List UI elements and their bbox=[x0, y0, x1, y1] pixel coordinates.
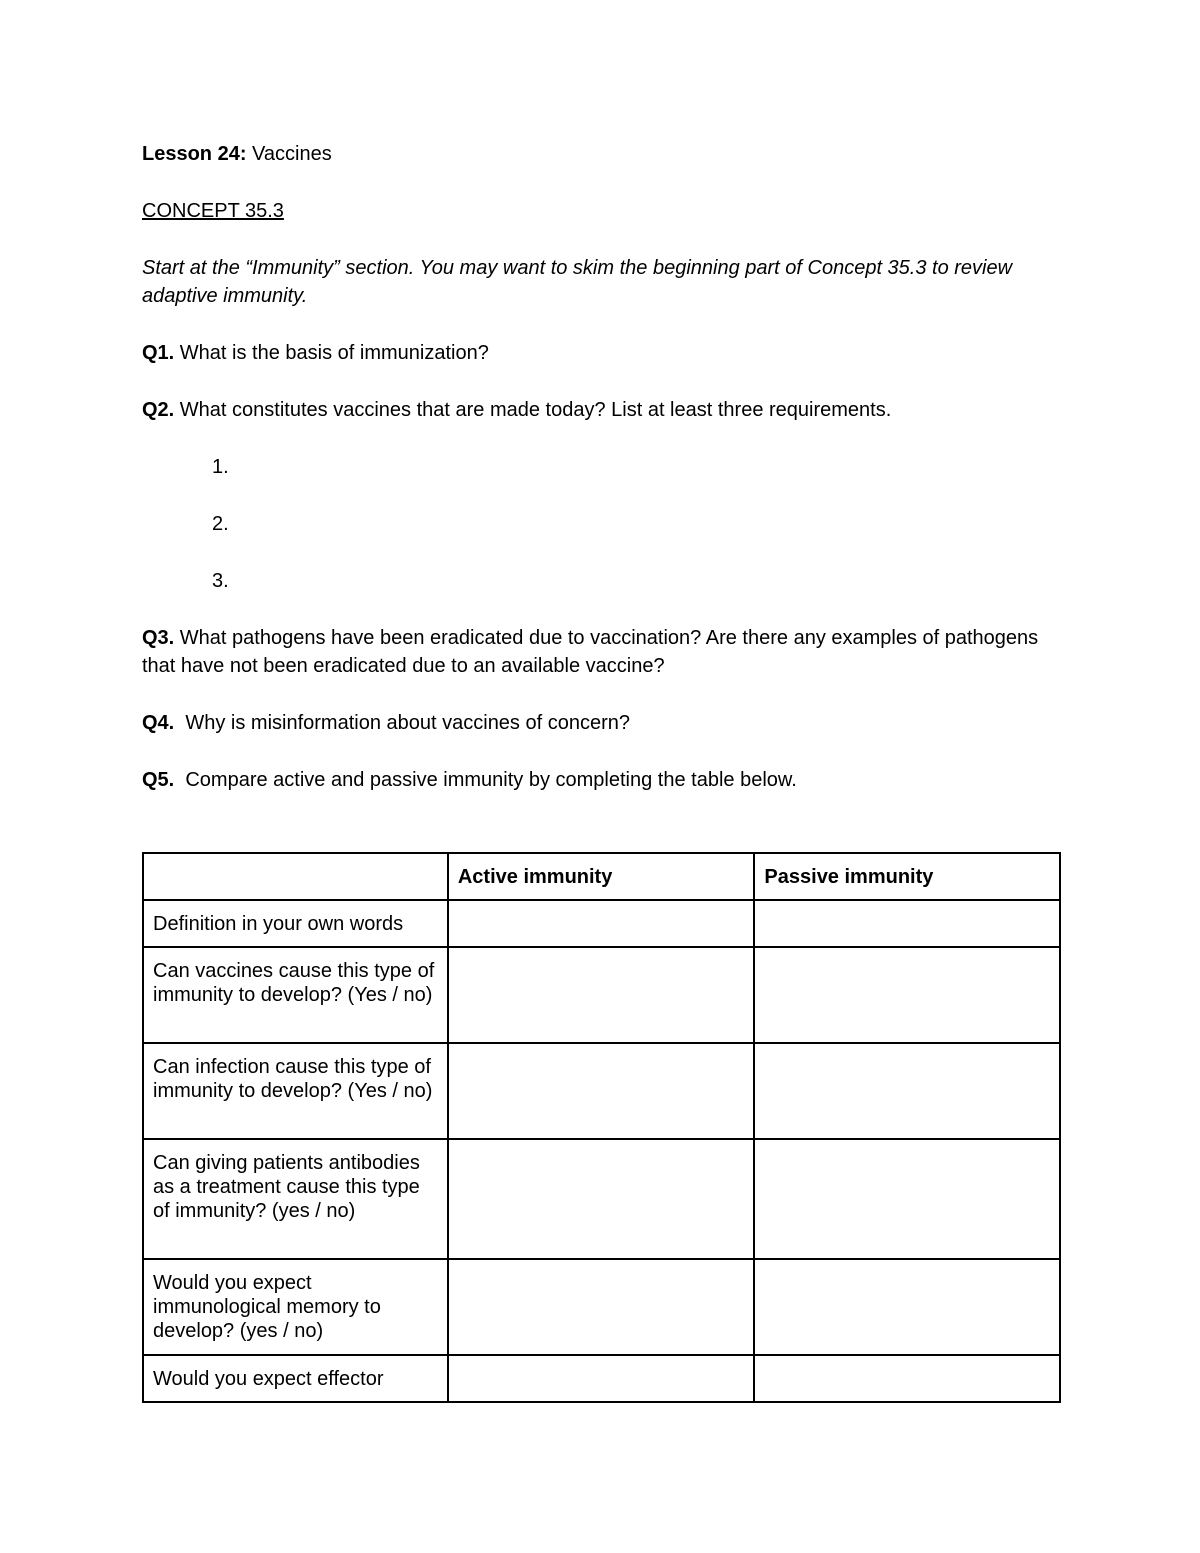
list-item: 3. bbox=[212, 570, 229, 592]
table-header-row bbox=[143, 853, 1060, 900]
row-label: Would you expect immunological memory to develop? (yes / no) bbox=[143, 1259, 448, 1355]
passive-cell[interactable] bbox=[754, 1355, 1060, 1402]
question-4-text: Why is misinformation about vaccines of concern? bbox=[174, 712, 631, 734]
passive-cell[interactable] bbox=[754, 1043, 1060, 1139]
lesson-label: Lesson 24: bbox=[142, 143, 247, 165]
table-row bbox=[143, 1259, 1060, 1355]
row-label: Can giving patients antibodies as a treatment cause this type of immunity? (yes / no) bbox=[143, 1139, 448, 1259]
question-2-label: Q2. bbox=[142, 399, 175, 421]
table-row bbox=[143, 1355, 1060, 1402]
row-label: Can vaccines cause this type of immunity to develop? (Yes / no) bbox=[143, 947, 448, 1043]
table-row bbox=[143, 1043, 1060, 1139]
list-item: 1. bbox=[212, 456, 229, 478]
row-label: Would you expect effector bbox=[143, 1355, 448, 1402]
question-3-text: What pathogens have been eradicated due to vaccination? Are there any examples of pathogens that have not been eradicated due to an available vaccine? bbox=[142, 627, 1039, 677]
instructions-text: Start at the “Immunity” section. You may want to skim the beginning part of Concept 35.3 to review adaptive immunity. bbox=[142, 257, 1013, 307]
active-cell[interactable] bbox=[448, 900, 755, 947]
table-row bbox=[143, 900, 1060, 947]
question-5-text: Compare active and passive immunity by completing the table below. bbox=[174, 769, 797, 791]
question-1-text: What is the basis of immunization? bbox=[174, 342, 489, 364]
passive-cell[interactable] bbox=[754, 1139, 1060, 1259]
worksheet-page bbox=[142, 140, 1062, 823]
active-cell[interactable] bbox=[448, 1043, 755, 1139]
active-cell[interactable] bbox=[448, 1139, 755, 1259]
question-4-label: Q4. bbox=[142, 712, 175, 734]
passive-cell[interactable] bbox=[754, 947, 1060, 1043]
question-1-label: Q1. bbox=[142, 342, 175, 364]
passive-cell[interactable] bbox=[754, 1259, 1060, 1355]
row-label: Definition in your own words bbox=[143, 900, 448, 947]
question-3-label: Q3. bbox=[142, 627, 175, 649]
table-header-empty bbox=[143, 853, 448, 900]
active-cell[interactable] bbox=[448, 947, 755, 1043]
question-3 bbox=[142, 624, 1062, 680]
list-item: 2. bbox=[212, 513, 229, 535]
active-cell[interactable] bbox=[448, 1355, 755, 1402]
question-1 bbox=[142, 339, 1062, 367]
active-cell[interactable] bbox=[448, 1259, 755, 1355]
table-header-passive: Passive immunity bbox=[754, 853, 1060, 900]
question-5-label: Q5. bbox=[142, 769, 175, 791]
question-2 bbox=[142, 396, 1062, 424]
passive-cell[interactable] bbox=[754, 900, 1060, 947]
lesson-title bbox=[142, 140, 1062, 168]
question-5 bbox=[142, 766, 1062, 794]
immunity-comparison-table bbox=[142, 852, 1061, 1403]
requirements-list bbox=[142, 453, 1062, 595]
concept-heading: CONCEPT 35.3 bbox=[142, 200, 284, 222]
table-row bbox=[143, 947, 1060, 1043]
question-4 bbox=[142, 709, 1062, 737]
table-header-active: Active immunity bbox=[448, 853, 755, 900]
question-2-text: What constitutes vaccines that are made today? List at least three requirements. bbox=[174, 399, 892, 421]
lesson-name: Vaccines bbox=[246, 143, 332, 165]
row-label: Can infection cause this type of immunity to develop? (Yes / no) bbox=[143, 1043, 448, 1139]
table-row bbox=[143, 1139, 1060, 1259]
